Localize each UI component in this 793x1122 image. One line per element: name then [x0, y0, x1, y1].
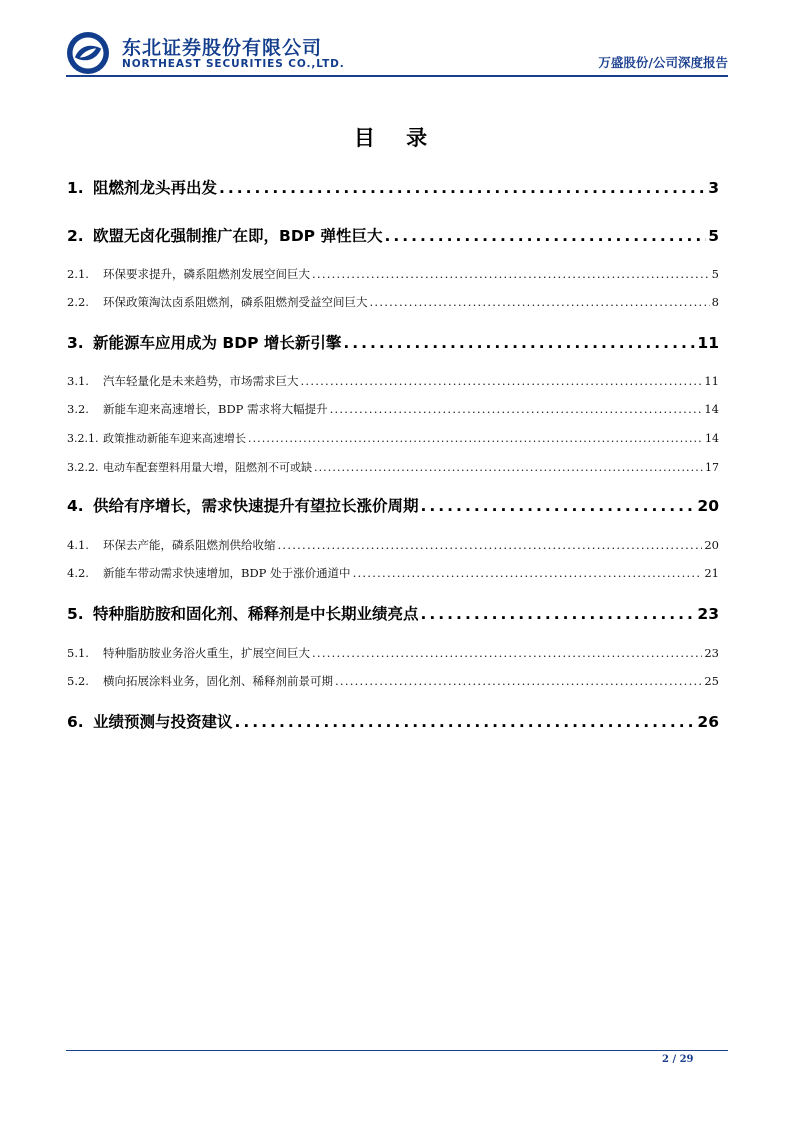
toc-entry-title: 电动车配套塑料用量大增，阻燃剂不可或缺 — [103, 461, 312, 474]
toc-entry-title: 环保政策淘汰卤系阻燃剂，磷系阻燃剂受益空间巨大 — [103, 295, 368, 309]
toc-title: 目 录 — [353, 126, 440, 150]
toc-leader-dots — [314, 461, 703, 474]
toc-entry-page: 5 — [711, 267, 719, 281]
toc-entry-5-1[interactable] — [67, 645, 719, 661]
toc-entry-page: 8 — [711, 295, 719, 309]
toc-entry-page: 3 — [708, 179, 719, 197]
toc-entry-title: 横向拓展涂料业务，固化剂、稀释剂前景可期 — [103, 674, 333, 688]
toc-entry-page: 11 — [704, 374, 719, 388]
toc-entry-title: 环保要求提升，磷系阻燃剂发展空间巨大 — [103, 267, 310, 281]
toc-entry-page: 5 — [708, 227, 719, 245]
toc-entry-2[interactable] — [67, 224, 719, 246]
company-name-cn: 东北证券股份有限公司 — [122, 37, 323, 59]
toc-entry-page: 20 — [704, 538, 719, 552]
toc-entry-page: 11 — [697, 334, 719, 352]
toc-entry-title: 新能车带动需求快速增加，BDP 处于涨价通道中 — [103, 566, 351, 580]
toc-leader-dots — [370, 295, 710, 309]
toc-leader-dots — [278, 538, 703, 552]
toc-entry-6[interactable] — [67, 710, 719, 732]
company-logo-icon — [66, 31, 110, 75]
toc-entry-number: 5.2. — [67, 674, 89, 688]
toc-entry-number: 3.1. — [67, 374, 89, 388]
header-rule — [66, 75, 728, 77]
toc-entry-page: 25 — [704, 674, 719, 688]
toc-entry-title: 业绩预测与投资建议 — [93, 713, 233, 731]
toc-entry-number: 2. — [67, 227, 84, 245]
toc-entry-4[interactable] — [67, 494, 719, 516]
toc-entry-number: 5.1. — [67, 646, 89, 660]
toc-leader-dots — [235, 713, 696, 731]
toc-entry-4-2[interactable] — [67, 565, 719, 581]
toc-entry-5[interactable] — [67, 602, 719, 624]
toc-entry-title: 阻燃剂龙头再出发 — [93, 179, 218, 197]
toc-entry-number: 3. — [67, 334, 84, 352]
toc-entry-3[interactable] — [67, 331, 719, 353]
toc-leader-dots — [421, 605, 696, 623]
page-header — [66, 30, 728, 76]
toc-entry-page: 14 — [705, 432, 719, 445]
toc-entry-1[interactable] — [67, 176, 719, 198]
toc-entry-page: 26 — [697, 713, 719, 731]
toc-entry-number: 2.2. — [67, 295, 89, 309]
toc-leader-dots — [248, 432, 703, 445]
toc-entry-title: 政策推动新能车迎来高速增长 — [103, 432, 246, 445]
toc-entry-number: 3.2. — [67, 402, 89, 416]
toc-leader-dots — [335, 674, 702, 688]
toc-entry-5-2[interactable] — [67, 673, 719, 689]
toc-leader-dots — [219, 179, 706, 197]
toc-entry-title: 特种脂肪胺和固化剂、稀释剂是中长期业绩亮点 — [93, 605, 419, 623]
toc-entry-number: 5. — [67, 605, 84, 623]
toc-leader-dots — [384, 227, 706, 245]
toc-entry-number: 4.2. — [67, 566, 89, 580]
toc-leader-dots — [312, 267, 710, 281]
toc-entry-2-2[interactable] — [67, 294, 719, 310]
toc-entry-page: 23 — [704, 646, 719, 660]
toc-entry-number: 3.2.2. — [67, 461, 99, 474]
toc-entry-page: 20 — [697, 497, 719, 515]
footer-rule — [66, 1050, 728, 1051]
toc-entry-title: 环保去产能，磷系阻燃剂供给收缩 — [103, 538, 276, 552]
toc-entry-page: 23 — [697, 605, 719, 623]
toc-leader-dots — [330, 402, 703, 416]
toc-entry-3-2-1[interactable] — [67, 430, 719, 446]
toc-leader-dots — [353, 566, 703, 580]
toc-entry-number: 6. — [67, 713, 84, 731]
toc-entry-4-1[interactable] — [67, 537, 719, 553]
toc-entry-3-1[interactable] — [67, 373, 719, 389]
toc-leader-dots — [312, 646, 702, 660]
toc-leader-dots — [343, 334, 695, 352]
toc-leader-dots — [421, 497, 696, 515]
toc-entry-title: 特种脂肪胺业务浴火重生，扩展空间巨大 — [103, 646, 310, 660]
toc-entry-title: 欧盟无卤化强制推广在即，BDP 弹性巨大 — [93, 227, 383, 245]
toc-entry-number: 1. — [67, 179, 84, 197]
report-tag: 万盛股份/公司深度报告 — [598, 55, 728, 70]
toc-entry-title: 新能源车应用成为 BDP 增长新引擎 — [93, 334, 342, 352]
toc-entry-2-1[interactable] — [67, 266, 719, 282]
toc-entry-number: 4. — [67, 497, 84, 515]
toc-entry-page: 17 — [705, 461, 719, 474]
toc-entry-title: 供给有序增长，需求快速提升有望拉长涨价周期 — [93, 497, 419, 515]
toc-entry-number: 4.1. — [67, 538, 89, 552]
toc-leader-dots — [301, 374, 703, 388]
toc-entry-number: 3.2.1. — [67, 432, 99, 445]
page-number: 2 / 29 — [662, 1054, 694, 1065]
toc-entry-number: 2.1. — [67, 267, 89, 281]
company-name-en: NORTHEAST SECURITIES CO.,LTD. — [122, 58, 345, 70]
toc-entry-3-2[interactable] — [67, 401, 719, 417]
toc-entry-page: 21 — [704, 566, 719, 580]
toc-entry-3-2-2[interactable] — [67, 459, 719, 475]
toc-entry-page: 14 — [704, 402, 719, 416]
toc-entry-title: 新能车迎来高速增长，BDP 需求将大幅提升 — [103, 402, 328, 416]
toc-entry-title: 汽车轻量化是未来趋势，市场需求巨大 — [103, 374, 299, 388]
